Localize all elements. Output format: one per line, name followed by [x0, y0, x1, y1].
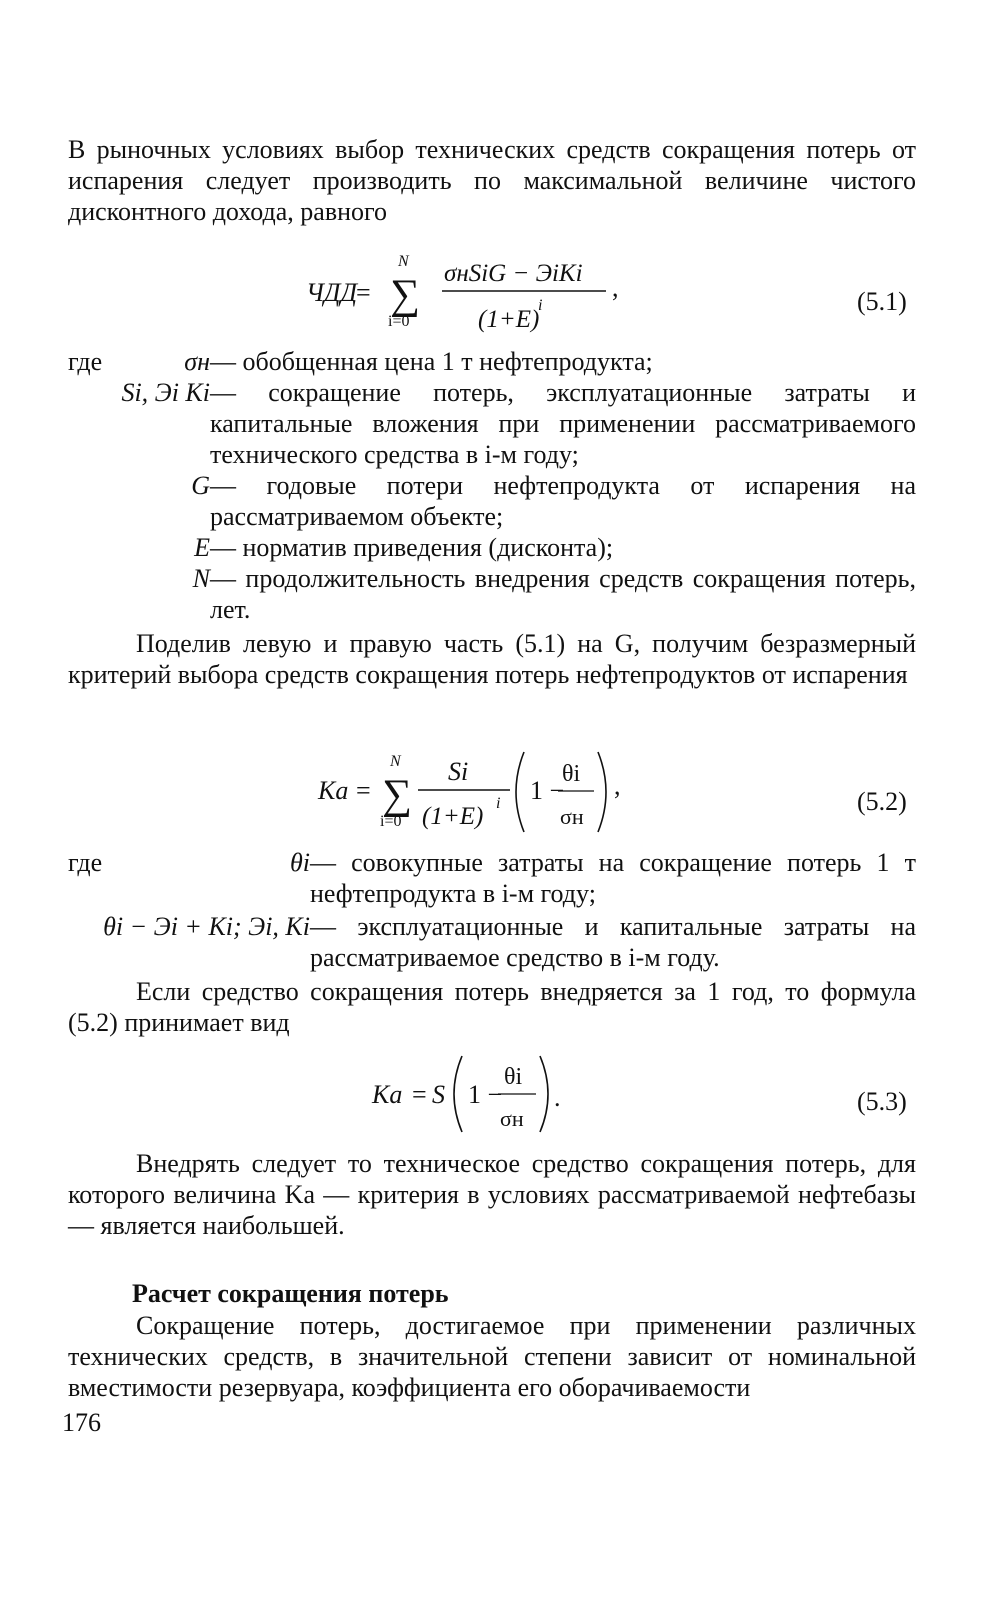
eq1-comma: , — [612, 273, 619, 302]
def-term-theta-formula: θi − Эi + Ki; Эi, Ki — [103, 912, 310, 941]
eq2-theta: θi — [562, 761, 581, 787]
equation-number-5-2: (5.2) — [857, 787, 907, 816]
eq2-sum-upper: N — [390, 753, 401, 770]
def-si-ei-ki: — сокращение потерь, эксплуатационные затраты и капитальные вложения при применении рассматриваемого технического средства в i-м году; — [210, 378, 917, 469]
def-term-theta: θi — [290, 848, 310, 877]
where-label-2: где — [68, 848, 103, 877]
eq2-left-paren — [516, 752, 524, 832]
paragraph-one-year: Если средство сокращения потерь внедряется за 1 год, то формула (5.2) принимает вид — [68, 977, 916, 1037]
def-term-g: G — [191, 471, 210, 500]
eq3-period: . — [554, 1083, 561, 1112]
page-number: 176 — [62, 1408, 101, 1437]
equation-5-3 — [366, 1050, 586, 1140]
intro-paragraph: В рыночных условиях выбор технических средств сокращения потерь от испарения следует производить по максимальной величине чистого дисконтного дохода, равного — [68, 135, 916, 226]
equation-5-1 — [300, 244, 640, 344]
eq1-exponent: i — [538, 297, 543, 314]
eq3-one-minus: 1 − — [468, 1080, 503, 1109]
eq3-theta: θi — [504, 1064, 523, 1090]
eq2-numerator: Si — [448, 757, 469, 786]
eq3-sigma-n: σн — [500, 1106, 524, 1131]
eq1-lhs: ЧДД — [306, 278, 357, 307]
equation-number-5-3: (5.3) — [857, 1087, 907, 1116]
def-g: — годовые потери нефтепродукта от испарения на рассматриваемом объекте; — [210, 471, 916, 531]
eq2-right-paren — [598, 752, 606, 832]
def-term-n: N — [192, 564, 210, 593]
eq3-s: S — [432, 1080, 445, 1109]
def-term-e: E — [194, 533, 210, 562]
eq2-denominator: (1+E) — [422, 803, 484, 830]
def-term-si-ei-ki: Si, Эi Ki — [121, 378, 210, 407]
def-sigma-n: — обобщенная цена 1 т нефтепродукта; — [210, 347, 653, 376]
eq1-sigma: ∑ — [390, 272, 420, 318]
section-heading: Расчет сокращения потерь — [132, 1279, 449, 1308]
paragraph-conclusion: Внедрять следует то техническое средство сокращения потерь, для которого величина Ka — критерия в условиях рассматриваемой нефтебазы — является наибольшей. — [68, 1149, 916, 1240]
eq2-sigma: ∑ — [382, 772, 412, 818]
eq3-lhs: Ka — [372, 1080, 403, 1109]
eq1-numerator: σнSiG − ЭiKi — [444, 260, 583, 287]
eq3-left-paren — [454, 1056, 462, 1132]
eq2-one-minus: 1 − — [530, 776, 565, 805]
eq2-lhs: Ka — [318, 776, 349, 805]
eq2-comma: , — [614, 771, 621, 800]
def-e: — норматив приведения (дисконта); — [210, 533, 614, 562]
paragraph-criterion: Поделив левую и правую часть (5.1) на G, получим безразмерный критерий выбора средств сокращения потерь нефтепродуктов от испарения — [68, 629, 916, 689]
def-n: — продолжительность внедрения средств сокращения потерь, лет. — [210, 564, 917, 624]
def-theta-formula: — эксплуатационные и капитальные затраты на рассматриваемое средство в i-м году. — [310, 912, 917, 972]
eq1-equals: = — [356, 278, 371, 307]
def-theta: — совокупные затраты на сокращение потерь 1 т нефтепродукта в i-м году; — [310, 848, 917, 908]
eq2-sum-lower: i=0 — [380, 813, 402, 830]
eq1-denominator: (1+E) — [478, 306, 540, 333]
def-term-sigma-n: σн — [184, 347, 210, 376]
eq3-equals: = — [412, 1080, 427, 1109]
equation-number-5-1: (5.1) — [857, 287, 907, 316]
eq3-right-paren — [540, 1056, 548, 1132]
eq1-sum-lower: i=0 — [388, 313, 410, 330]
paragraph-loss-reduction: Сокращение потерь, достигаемое при применении различных технических средств, в значительной степени зависит от номинальной вместимости резервуара, коэффициента его оборачиваемости — [68, 1311, 916, 1402]
equation-5-2 — [310, 744, 630, 844]
where-label-1: где — [68, 347, 103, 376]
eq2-sigma-n: σн — [560, 804, 584, 829]
eq2-exponent: i — [496, 795, 501, 812]
eq1-sum-upper: N — [398, 253, 409, 270]
eq2-equals: = — [356, 776, 371, 805]
